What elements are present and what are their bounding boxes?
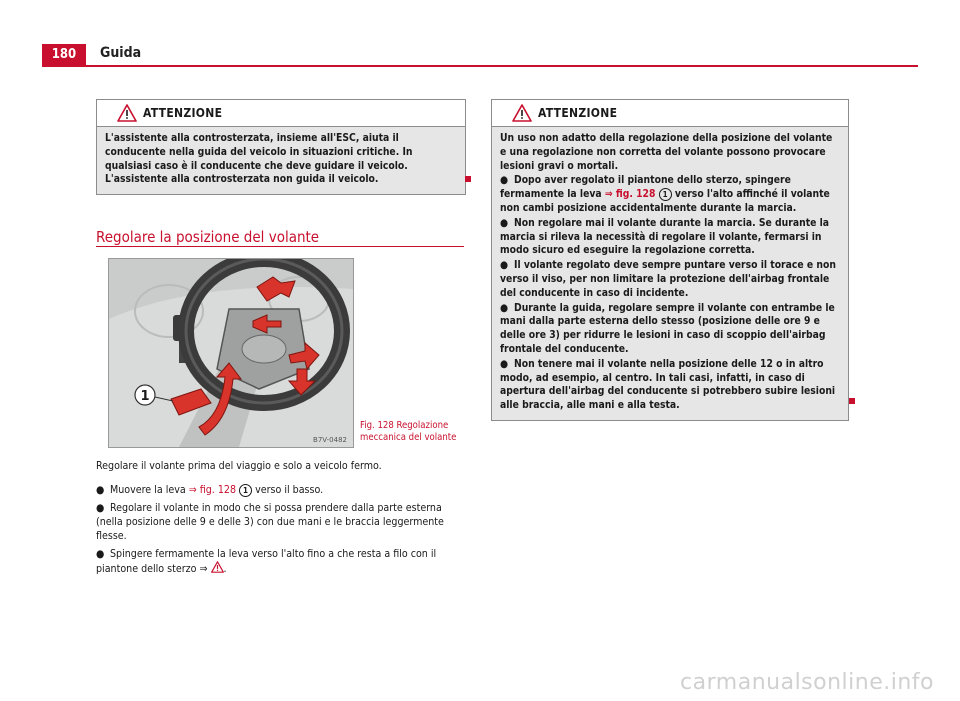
callout-circle: 1 (659, 188, 672, 201)
warning-text: L'assistente alla controsterzata, insieme all'ESC, aiuta il conducente nella guida del veicolo in situazioni critiche. In qualsiasi caso è il conducente che deve guidare il veicolo. L'assistente alla controsterzata non guida il veicolo. (105, 132, 413, 186)
warning-intro: Un uso non adatto della regolazione della posizione del volante e una regolazione non corretta del volante possono provocare lesioni gravi o mortali. (500, 132, 833, 172)
warning-bullet-2 (500, 217, 840, 258)
warning-bullet-3 (500, 259, 840, 300)
end-marker (465, 176, 471, 182)
warning-triangle-icon (117, 104, 137, 122)
warning-box-left (96, 99, 466, 195)
warning-ref-icon[interactable] (211, 561, 224, 573)
bullet-icon: ● (500, 259, 509, 272)
header-rule (42, 65, 918, 67)
bullet3-text-end: . (223, 563, 227, 575)
bullet-icon: ● (500, 174, 509, 187)
bullet-3 (96, 547, 466, 576)
figure-caption (360, 420, 456, 444)
steering-wheel-illustration (109, 259, 353, 447)
bullet-1 (96, 483, 466, 497)
warning-title: ATTENZIONE (143, 106, 223, 120)
figure-caption-line2: meccanica del volante (360, 432, 457, 443)
page-number: 180 (42, 44, 86, 66)
watermark: carmanualsonline.info (680, 670, 934, 695)
end-marker (849, 398, 855, 404)
bullet-icon: ● (500, 216, 509, 229)
bullet-icon: ● (500, 301, 509, 314)
bullet3-text: Spingere fermamente la leva verso l'alto fino a che resta a filo con il piantone dello sterzo ⇒ (96, 548, 437, 575)
bullet-icon: ● (96, 502, 105, 514)
intro-paragraph (96, 459, 466, 473)
steering-wheel-figure (108, 258, 354, 448)
section-title: Regolare la posizione del volante (96, 228, 320, 246)
warning-bullet-5 (500, 358, 840, 413)
bullet-icon: ● (500, 357, 509, 370)
figure-callout: 1 (140, 389, 150, 404)
warning-header (97, 100, 465, 127)
warning-triangle-icon (512, 104, 532, 122)
warning-body (97, 127, 465, 194)
warning-b1-text-end: verso l'alto affinché il volante non cambi posizione accidentalmente durante la marcia. (500, 188, 830, 214)
warning-b2-text: Non regolare mai il volante durante la marcia. Se durante la marcia si rileva la necessità di regolare il volante, fermarsi in modo sicuro ed eseguire la regolazione corretta. (500, 216, 830, 257)
warning-b1-text: Dopo aver regolato il piantone dello sterzo, spingere fermamente la leva (500, 174, 791, 201)
bullet1-text: Muovere la leva (110, 484, 189, 496)
warning-bullet-1 (500, 174, 840, 215)
bullet-icon: ● (96, 484, 105, 496)
page-header (42, 44, 918, 66)
warning-bullet-4 (500, 302, 840, 357)
figure-link[interactable]: ⇒ fig. 128 (604, 188, 656, 201)
callout-circle: 1 (239, 484, 252, 497)
figure-link[interactable]: ⇒ fig. 128 (188, 484, 237, 496)
warning-title: ATTENZIONE (538, 106, 618, 120)
warning-header (492, 100, 848, 127)
bullet-icon: ● (96, 548, 105, 560)
warning-body (492, 127, 848, 420)
figure-caption-line1: Fig. 128 Regolazione (360, 420, 449, 431)
chapter-title: Guida (100, 45, 142, 61)
bullet2-text: Regolare il volante in modo che si possa prendere dalla parte esterna (nella posizione delle 9 e delle 3) con due mani e le braccia leggermente flesse. (96, 502, 444, 542)
intro-text: Regolare il volante prima del viaggio e solo a veicolo fermo. (96, 460, 382, 472)
figure-code: B7V-0482 (313, 436, 347, 444)
warning-b3-text: Il volante regolato deve sempre puntare verso il torace e non verso il viso, per non limitare la protezione dell'airbag frontale del conducente in caso di incidente. (500, 259, 836, 299)
warning-b5-text: Non tenere mai il volante nella posizione delle 12 o in altro modo, ad esempio, al centro. In tali casi, infatti, in caso di apertura dell'airbag del conducente si potrebbero subire lesioni alle braccia, alle mani e alla testa. (500, 357, 836, 412)
warning-b4-text: Durante la guida, regolare sempre il volante con entrambe le mani dalla parte esterna dello stesso (posizione delle ore 9 e delle ore 3) per ridurre le lesioni in caso di scoppio dell'airbag frontale del conducente. (500, 301, 835, 355)
section-rule (96, 246, 464, 247)
bullet1-text-end: verso il basso. (252, 484, 324, 496)
bullet-2 (96, 501, 466, 543)
warning-box-right (491, 99, 849, 421)
